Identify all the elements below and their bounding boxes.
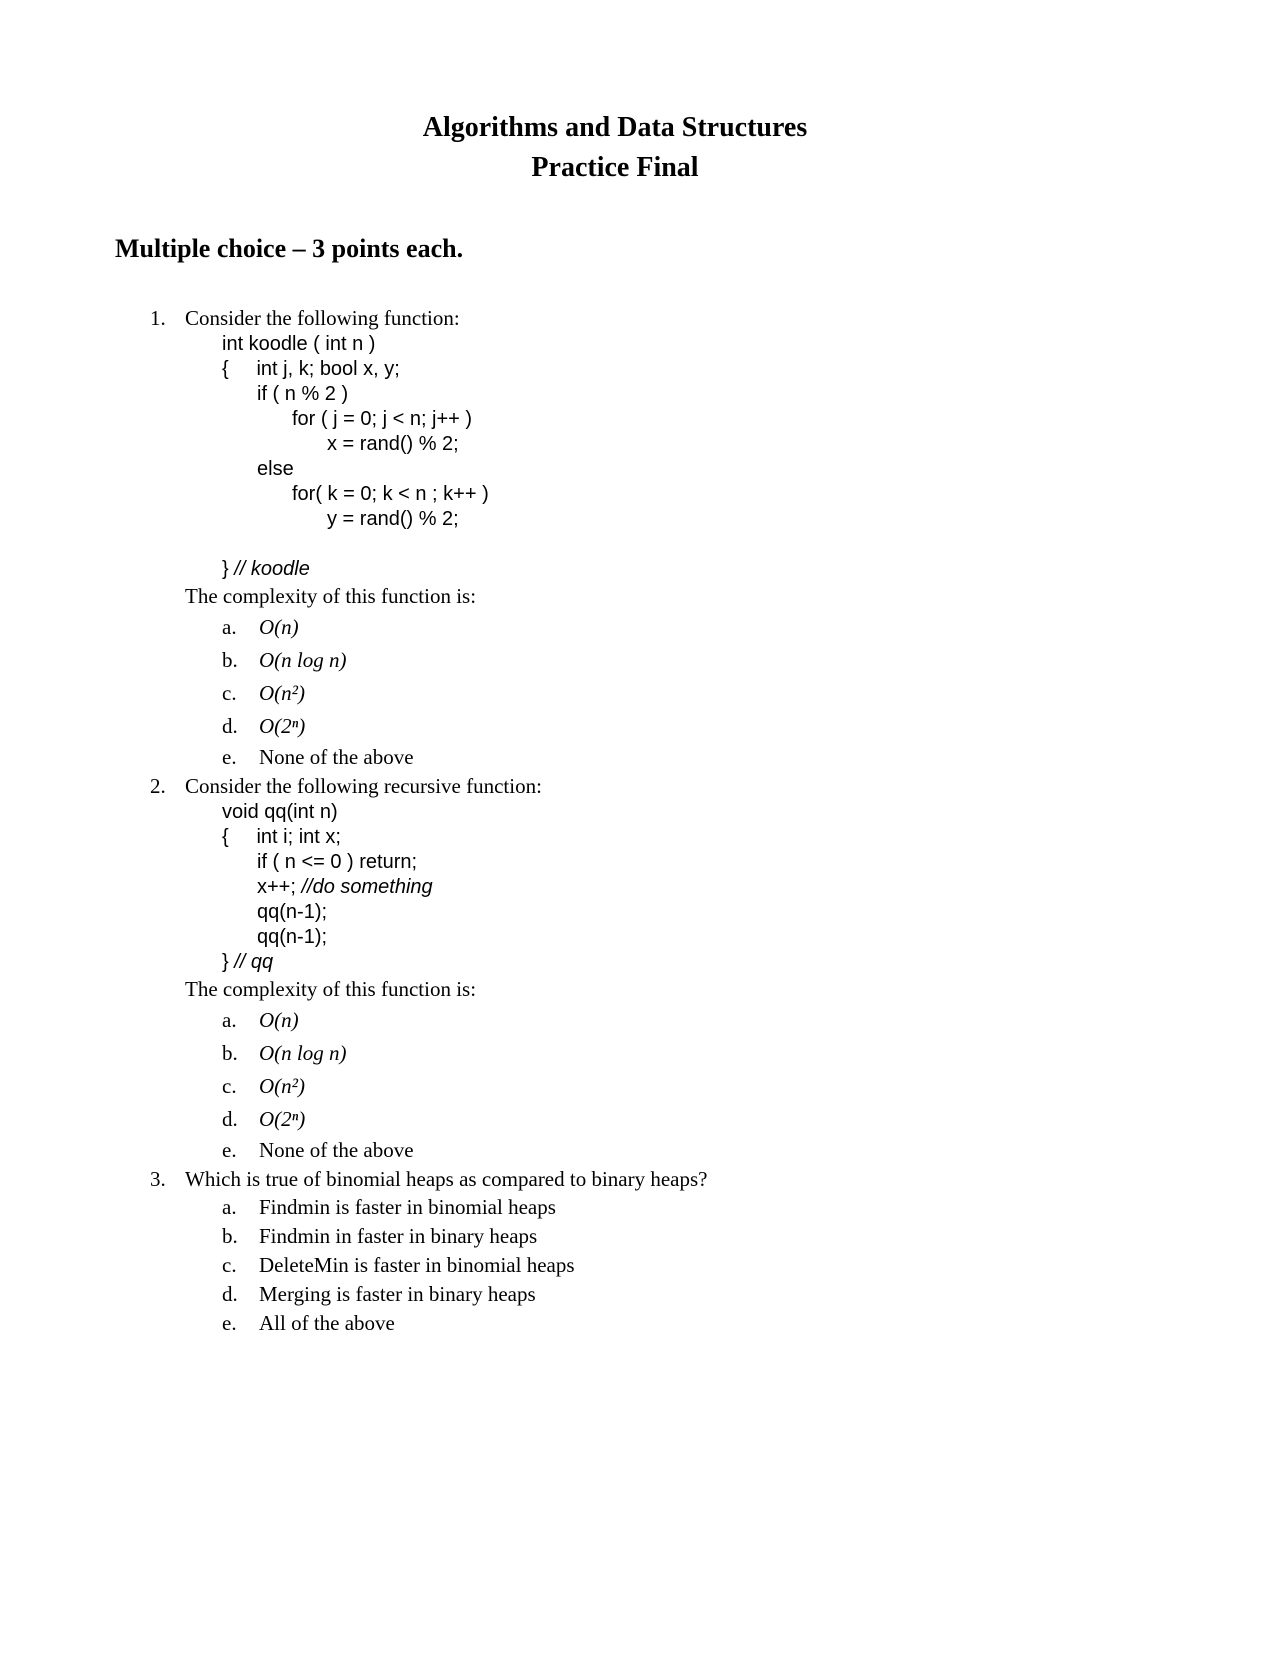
option-label: c. xyxy=(222,1253,237,1277)
answer-option xyxy=(222,710,1175,743)
option-text: Merging is faster in binary heaps xyxy=(259,1282,536,1306)
code-line: int koodle ( int n ) xyxy=(222,333,376,355)
options-list xyxy=(222,1004,1175,1165)
question-followup: The complexity of this function is: xyxy=(185,584,477,608)
question-number: 1. xyxy=(150,306,166,330)
option-label: e. xyxy=(222,745,237,769)
question-prompt: Consider the following recursive function: xyxy=(185,774,542,798)
option-text: O(n) xyxy=(259,1008,299,1032)
code-line: { int i; int x; xyxy=(222,826,341,848)
code-line: } // qq xyxy=(222,951,274,973)
code-line: { int j, k; bool x, y; xyxy=(222,358,400,380)
code-comment: //do something xyxy=(301,876,433,898)
questions-list xyxy=(150,304,1175,1338)
code-line: x++; //do something xyxy=(257,876,433,898)
option-text: All of the above xyxy=(259,1311,395,1335)
option-text: None of the above xyxy=(259,1138,414,1162)
code-line xyxy=(222,532,1175,557)
options-list xyxy=(222,1193,1175,1338)
question xyxy=(150,1165,1175,1338)
code-line: for ( j = 0; j < n; j++ ) xyxy=(292,408,473,430)
answer-option xyxy=(222,1136,1175,1165)
code-line: y = rand() % 2; xyxy=(327,508,459,530)
option-text: O(2ⁿ) xyxy=(259,714,306,738)
title-line-2: Practice Final xyxy=(531,152,699,183)
option-label: b. xyxy=(222,1224,238,1248)
option-label: e. xyxy=(222,1138,237,1162)
code-comment: // koodle xyxy=(234,558,310,580)
option-label: d. xyxy=(222,1282,238,1306)
code-line: if ( n <= 0 ) return; xyxy=(257,851,418,873)
code-line: else xyxy=(257,458,294,480)
question xyxy=(150,304,1175,772)
question-prompt: Which is true of binomial heaps as compared to binary heaps? xyxy=(185,1167,708,1191)
answer-option xyxy=(222,611,1175,644)
answer-option xyxy=(222,677,1175,710)
answer-option xyxy=(222,1070,1175,1103)
code-block xyxy=(222,800,1175,975)
option-text: O(n) xyxy=(259,615,299,639)
answer-option xyxy=(222,1193,1175,1222)
section-heading: Multiple choice – 3 points each. xyxy=(115,234,464,263)
options-list xyxy=(222,611,1175,772)
answer-option xyxy=(222,1004,1175,1037)
code-line: qq(n-1); xyxy=(257,926,328,948)
answer-option xyxy=(222,1309,1175,1338)
question-number: 3. xyxy=(150,1167,166,1191)
option-label: c. xyxy=(222,681,237,705)
question-prompt: Consider the following function: xyxy=(185,306,460,330)
title-line-1: Algorithms and Data Structures xyxy=(422,112,808,143)
question xyxy=(150,772,1175,1165)
code-block xyxy=(222,332,1175,582)
option-text: Findmin in faster in binary heaps xyxy=(259,1224,538,1248)
option-label: d. xyxy=(222,1107,238,1131)
answer-option xyxy=(222,1251,1175,1280)
question-body xyxy=(185,1165,1175,1338)
code-line: if ( n % 2 ) xyxy=(257,383,349,405)
answer-option xyxy=(222,743,1175,772)
option-text: O(n log n) xyxy=(259,1041,347,1065)
code-line: for( k = 0; k < n ; k++ ) xyxy=(292,483,489,505)
option-label: d. xyxy=(222,714,238,738)
option-label: a. xyxy=(222,1195,237,1219)
question-followup: The complexity of this function is: xyxy=(185,977,477,1001)
question-number: 2. xyxy=(150,774,166,798)
option-text: DeleteMin is faster in binomial heaps xyxy=(259,1253,575,1277)
option-label: c. xyxy=(222,1074,237,1098)
option-label: b. xyxy=(222,1041,238,1065)
option-label: e. xyxy=(222,1311,237,1335)
option-label: b. xyxy=(222,648,238,672)
answer-option xyxy=(222,1280,1175,1309)
question-body xyxy=(185,304,1175,772)
answer-option xyxy=(222,644,1175,677)
code-comment: // qq xyxy=(234,951,274,973)
code-line: x = rand() % 2; xyxy=(327,433,459,455)
option-label: a. xyxy=(222,615,237,639)
option-label: a. xyxy=(222,1008,237,1032)
option-text: Findmin is faster in binomial heaps xyxy=(259,1195,556,1219)
answer-option xyxy=(222,1037,1175,1070)
code-line: void qq(int n) xyxy=(222,801,338,823)
code-line: } // koodle xyxy=(222,558,310,580)
answer-option xyxy=(222,1222,1175,1251)
option-text: O(2ⁿ) xyxy=(259,1107,306,1131)
answer-option xyxy=(222,1103,1175,1136)
option-text: O(n²) xyxy=(259,681,305,705)
question-body xyxy=(185,772,1175,1165)
option-text: None of the above xyxy=(259,745,414,769)
option-text: O(n²) xyxy=(259,1074,305,1098)
option-text: O(n log n) xyxy=(259,648,347,672)
document-title xyxy=(115,108,1175,188)
code-line: qq(n-1); xyxy=(257,901,328,923)
